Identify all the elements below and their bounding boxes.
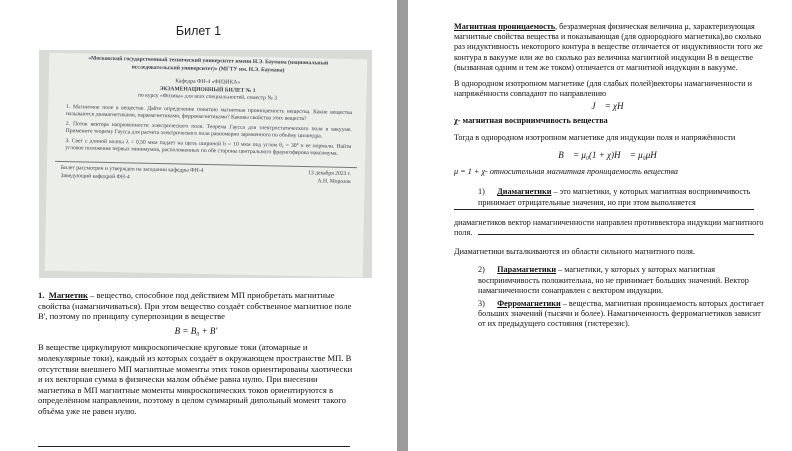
formula-j: J⃗ = χH⃗ xyxy=(591,101,631,112)
university-header: «Московский государственный технический университет имени Н.Э. Баумана (национальный исследовательский университет)» (МГТУ им. Н.Э. Баумана) xyxy=(88,55,329,74)
term-paramagnetics: Парамагнетики xyxy=(497,265,557,275)
signer-name: А.Н. Морозов xyxy=(317,177,351,185)
ferro-text: – вещества, магнитная проницаемость которых достигает больших значений (тысячи и более). Намагниченность ферромагнетиков зависит от их предыдущего состояния (гистерезис). xyxy=(478,299,765,329)
chi-definition: χ- магнитная восприимчивость вещества xyxy=(454,115,608,125)
ferro-number: 3) xyxy=(478,299,485,309)
isotropic-text: В однородном изотропном магнетике (для слабых полей)векторы намагниченности и напряжённости совпадают по направлению xyxy=(454,79,752,99)
dia-text: – это магнетики, у которых магнитная восприимчивость принимает отрицательные значения, но при этом выполняется xyxy=(478,187,751,207)
right-rule-top xyxy=(454,209,754,210)
exam-ticket-sheet xyxy=(45,53,367,278)
magnetic-definition xyxy=(38,290,354,417)
head-label: Заведующий кафедрой ФН-4 xyxy=(60,172,130,180)
ticket-title: Билет 1 xyxy=(175,24,222,38)
ticket-number-line: ЭКЗАМЕНАЦИОННЫЙ БИЛЕТ № 1 xyxy=(159,85,256,94)
para-number: 2) xyxy=(478,265,485,275)
dia-push-text: Диамагнетики выталкиваются из области сильного магнитного поля. xyxy=(454,247,695,257)
approval-text: Билет рассмотрен и утвержден на заседании кафедры ФН-4 xyxy=(60,164,204,174)
question-3: 3. Свет с длиной волны λ = 0,50 мкм падает на щель шириной b = 10 мкм под углом θ₀ = 30° к ее нормали. Найти угловое положение первых минимумов, расположенных по обе стороны центрального фраунгоферова максимума. xyxy=(65,137,352,158)
para-text: – магнетики, у которых у которых магнитная восприимчивость положительна, но не принимает больших значений. Вектор намагниченности сонаправлен с вектором индукции. xyxy=(478,265,749,295)
right-content xyxy=(454,22,768,330)
formula-superposition: B = B₀ + B' xyxy=(174,325,218,336)
exam-ticket-photo xyxy=(39,50,372,278)
question-1: 1. Магнитное поле в веществе. Дайте определение понятию магнитная проницаемость вещества. Какие вещества называются диамагнетиками, парамагнетиками, ферромагнетиками? Каковы свойства этих веществ? xyxy=(65,103,353,123)
mu-definition: μ = 1 + χ- относительная магнитная проницаемость вещества xyxy=(454,167,678,177)
term-diamagnetics: Диамагнетики xyxy=(497,187,552,197)
term-magnetic: Магнетик xyxy=(48,290,88,300)
dia-vector-text: диамагнетиков вектор намагниченности направлен противвектора индукции магнитного поля. xyxy=(454,217,764,238)
term-ferromagnetics: Ферромагнетики xyxy=(497,299,561,309)
section-number: 1. xyxy=(38,290,45,300)
department-line: Кафедра ФН-4 «ФИЗИКА» xyxy=(175,78,241,86)
homogeneous-text: Тогда в однородном изотропном магнетике для индукции поля и напряжённости xyxy=(454,132,736,142)
left-rule xyxy=(38,446,350,447)
formula-b: B⃗ = μ₀(1 + χ)H⃗ = μ₀μH⃗ xyxy=(558,150,664,161)
question-2: 2. Поток вектора напряженности электрического поля. Теорема Гаусса для электростатического поля в вакууме. Примените теорему Гаусса для расчета электрического поля равномерно заряженного по объёму цилиндра. xyxy=(65,120,352,140)
magnetic-text: – вещество, способное под действием МП приобретать магнитные свойства (намагничиваться). При этом вещество создаёт собственное магнитное поле B', поэтому по принципу суперпозиции в веществе xyxy=(38,290,352,322)
right-rule-mid xyxy=(478,234,754,235)
approval-date: 13 декабря 2023 г. xyxy=(308,170,351,178)
dia-number: 1) xyxy=(478,187,485,197)
permeability-text: , безразмерная физическая величина μ, характеризующая магнитные свойства вещества и показывающая (для однородного магнетика),во сколько раз индуктивность некоторого контура в веществе отличается от индуктивности того же контура в вакууме или же во сколько раз величина магнитной индукции B в веществе (вызванная одним и тем же током) отличается от магнитной индукции в вакууме. xyxy=(454,22,763,72)
currents-paragraph: В веществе циркулируют микроскопические круговые токи (атомарные и молекулярные токи), каждый из которых создаёт в окружающем пространстве МП. В отсутствии внешнего МП магнитные моменты этих токов ориентированы хаотически и их векторная сумма в физически малом объёме равна нулю. При внесении магнетика в МП магнитные моменты микроскопических токов ориентируются в определённом направлении, поэтому в целом суммарный дипольный момент такого объёма уже не равен нулю. xyxy=(38,342,353,416)
page-gutter xyxy=(397,0,408,451)
course-line: по курсу «Физика» для всех специальностей, семестр № 3 xyxy=(137,92,277,102)
term-permeability: Магнитная проницаемость xyxy=(454,22,556,31)
